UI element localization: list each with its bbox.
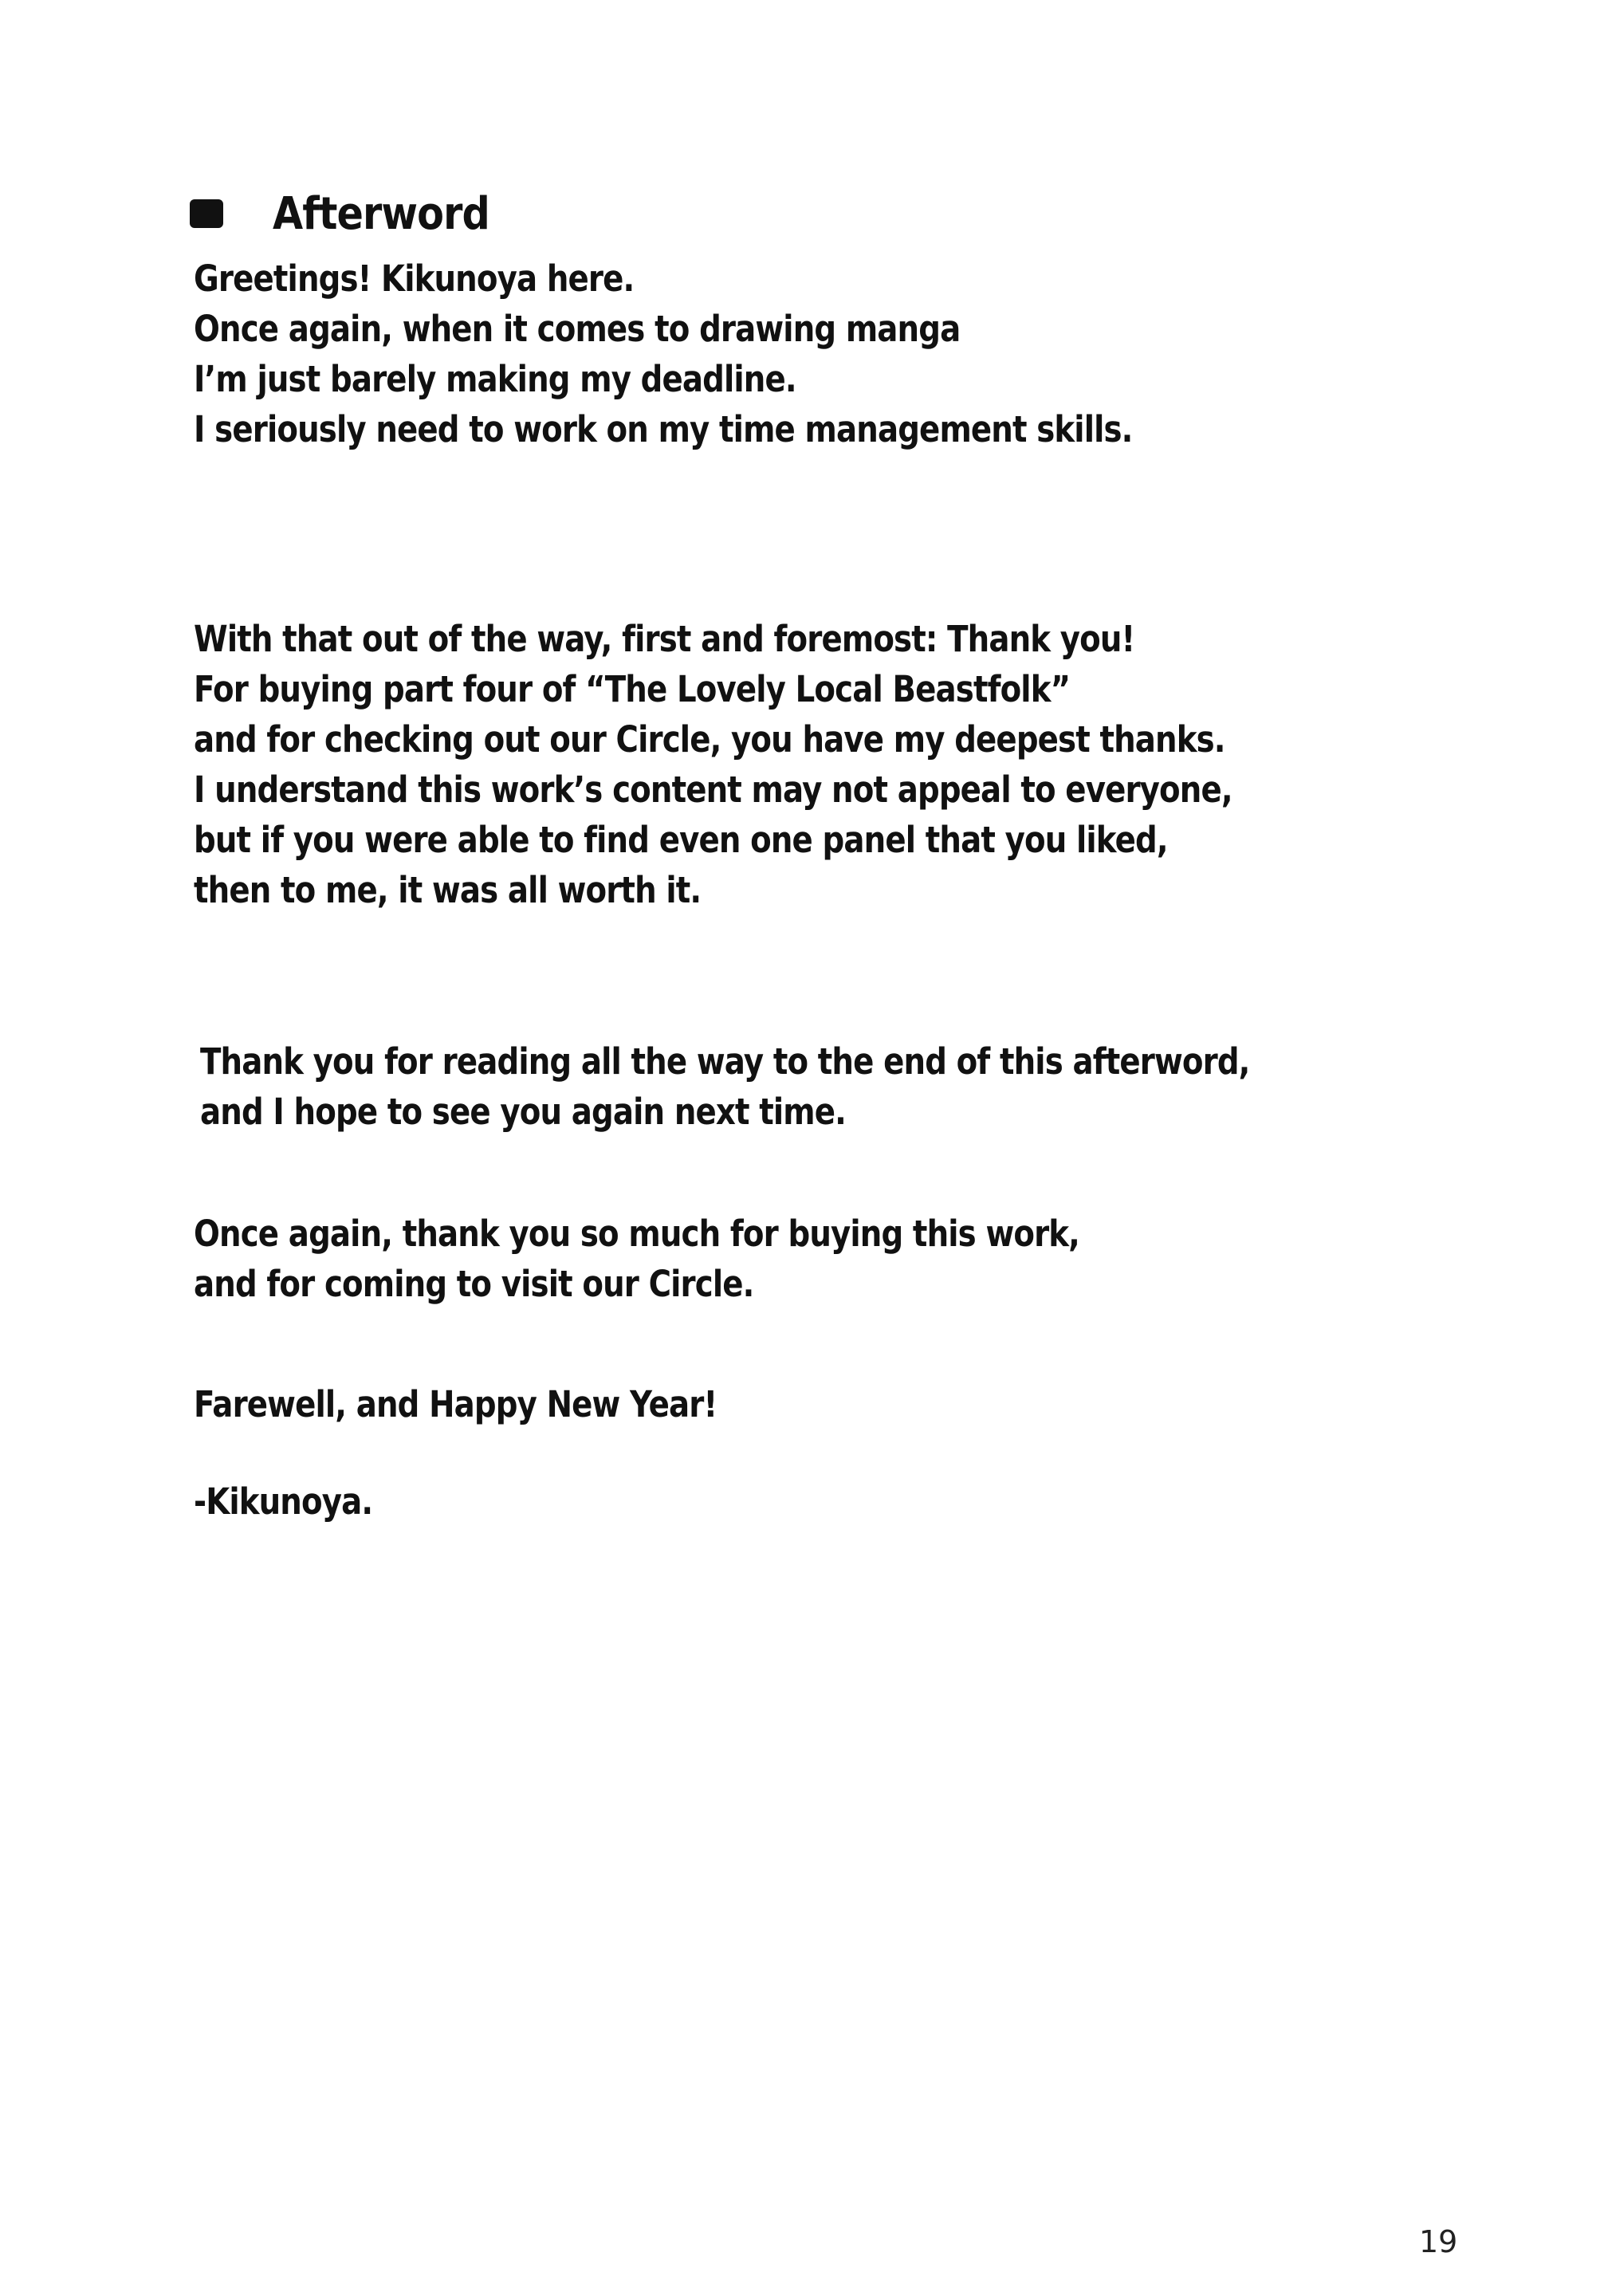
text-line: For buying part four of “The Lovely Local Beastfolk” [194,668,1071,710]
text-line: and for coming to visit our Circle. [194,1263,754,1305]
text-line: I understand this work’s content may not appeal to everyone, [194,769,1232,811]
square-bullet-icon [190,199,223,228]
text-line: Farewell, and Happy New Year! [194,1383,717,1425]
text-line: Once again, thank you so much for buying this work, [194,1213,1080,1255]
paragraph-greeting [194,254,1285,454]
text-line: I seriously need to work on my time management skills. [194,408,1133,450]
paragraph-buying [194,1209,1224,1309]
signature-text: -Kikunoya. [194,1480,373,1523]
text-line: With that out of the way, first and foremost: Thank you! [194,618,1135,660]
page-number: 19 [1419,2224,1458,2259]
page-heading [190,182,519,246]
text-line: I’m just barely making my deadline. [194,358,796,400]
paragraph-signature [194,1476,402,1527]
paragraph-reading [200,1036,1421,1137]
paragraph-farewell [194,1379,802,1429]
text-line: Once again, when it comes to drawing manga [194,308,961,350]
text-line: and I hope to see you again next time. [200,1091,846,1133]
text-line: Thank you for reading all the way to the end of this afterword, [200,1040,1250,1083]
page-title: Afterword [273,187,489,240]
text-line: and for checking out our Circle, you have my deepest thanks. [194,718,1225,761]
paragraph-thanks [194,614,1401,915]
text-line: then to me, it was all worth it. [194,869,702,911]
text-line: but if you were able to find even one panel that you liked, [194,819,1168,861]
text-line: Greetings! Kikunoya here. [194,258,635,300]
